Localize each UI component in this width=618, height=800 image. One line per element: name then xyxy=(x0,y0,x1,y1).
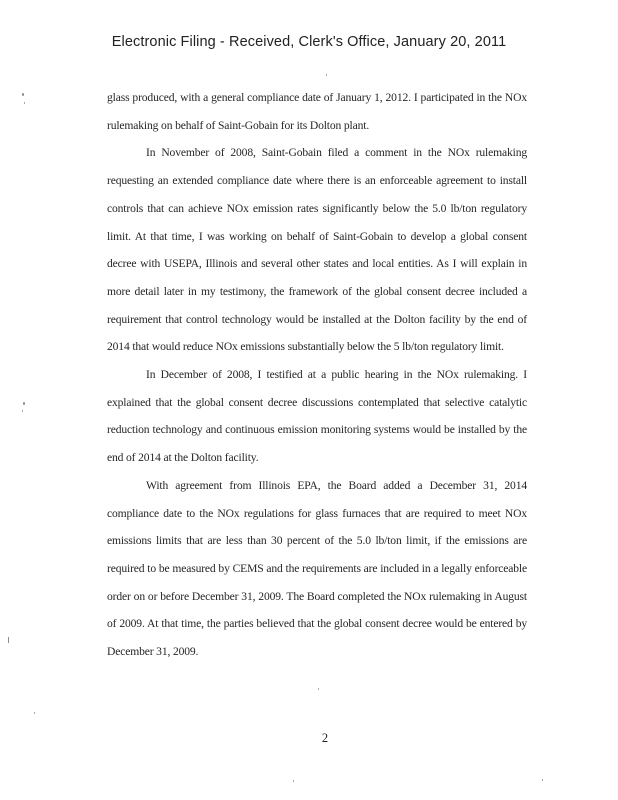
scan-speck xyxy=(542,779,543,781)
scan-speck xyxy=(23,402,25,405)
scan-speck xyxy=(326,74,327,76)
scan-speck xyxy=(318,688,319,690)
paragraph-2: In November of 2008, Saint-Gobain filed a comment in the NOx rulemaking requesting an extended compliance date where there is an enforceable agreement to install controls that can achieve NOx emission rates significantly below the 5.0 lb/ton regulatory limit. At that time, I was working on behalf of Saint-Gobain to develop a global consent decree with USEPA, Illinois and several other states and local entities. As I will explain in more detail later in my testimony, the framework of the global consent decree included a requirement that control technology would be installed at the Dolton facility by the end of 2014 that would reduce NOx emissions substantially below the 5 lb/ton regulatory limit. xyxy=(107,146,527,354)
scan-speck xyxy=(24,102,25,104)
scan-speck xyxy=(22,410,23,412)
filing-header: Electronic Filing - Received, Clerk's Office, January 20, 2011 xyxy=(111,34,507,50)
scan-speck xyxy=(22,93,24,96)
scan-speck xyxy=(34,712,35,714)
page-number: 2 xyxy=(321,731,329,745)
body-text xyxy=(107,84,527,666)
paragraph-3: In December of 2008, I testified at a public hearing in the NOx rulemaking. I explained that the global consent decree discussions contemplated that selective catalytic reduction technology and continuous emission monitoring systems would be installed by the end of 2014 at the Dolton facility. xyxy=(107,368,527,465)
scan-speck xyxy=(8,637,9,643)
paragraph-4: With agreement from Illinois EPA, the Board added a December 31, 2014 compliance date to the NOx regulations for glass furnaces that are required to meet NOx emissions limits that are less than 30 percent of the 5.0 lb/ton limit, if the emissions are required to be measured by CEMS and the requirements are included in a legally enforceable order on or before December 31, 2009. The Board completed the NOx rulemaking in August of 2009. At that time, the parties believed that the global consent decree would be entered by December 31, 2009. xyxy=(107,478,527,659)
scan-speck xyxy=(293,780,294,782)
paragraph-1: glass produced, with a general compliance date of January 1, 2012. I participated in the NOx rulemaking on behalf of Saint-Gobain for its Dolton plant. xyxy=(107,91,527,132)
